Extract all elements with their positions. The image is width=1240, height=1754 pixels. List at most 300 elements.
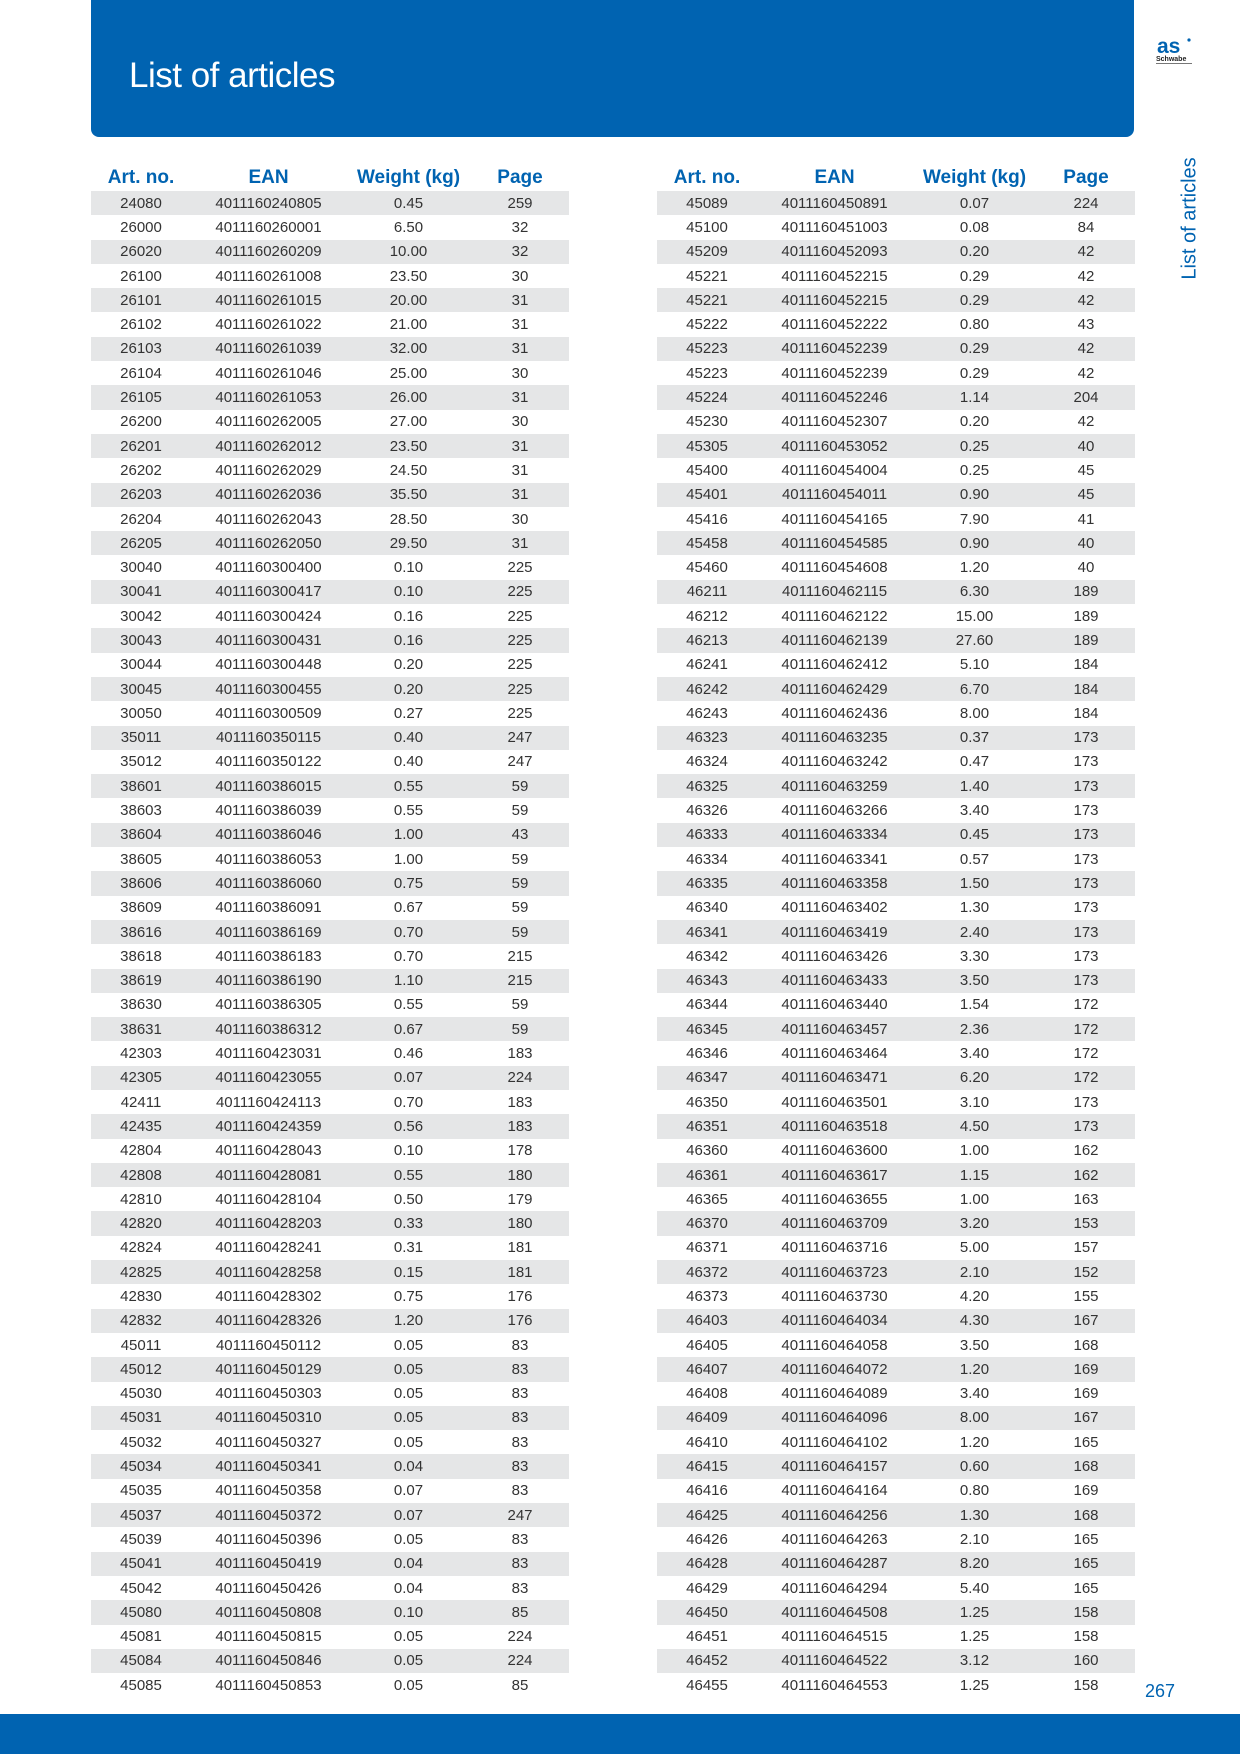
cell-page: 43 (511, 826, 529, 844)
table-row (657, 1211, 1135, 1235)
table-row (657, 531, 1135, 555)
cell-ean: 4011160450112 (215, 1336, 322, 1354)
col-header-art-no: Art. no. (673, 167, 741, 188)
cell-ean: 4011160428104 (215, 1190, 322, 1208)
cell-ean: 4011160464157 (781, 1458, 888, 1476)
table-row (657, 458, 1135, 482)
cell-art-no: 46326 (686, 802, 728, 820)
table-row (91, 507, 569, 531)
cell-page: 31 (511, 340, 529, 358)
cell-art-no: 46335 (686, 874, 728, 892)
cell-page: 189 (1073, 607, 1099, 625)
col-header-page: Page (1063, 167, 1109, 188)
cell-art-no: 46334 (686, 850, 728, 868)
cell-art-no: 24080 (120, 194, 162, 212)
table-row (91, 604, 569, 628)
cell-weight: 0.29 (959, 291, 990, 309)
table-row (91, 1406, 569, 1430)
cell-page: 247 (507, 729, 533, 747)
cell-weight: 1.00 (959, 1190, 990, 1208)
cell-ean: 4011160300400 (215, 559, 322, 577)
table-row (657, 264, 1135, 288)
cell-ean: 4011160450891 (781, 194, 888, 212)
table-row (657, 507, 1135, 531)
table-row (657, 1576, 1135, 1600)
cell-weight: 0.55 (393, 996, 424, 1014)
schwabe-logo-icon (1156, 36, 1192, 66)
table-row (657, 969, 1135, 993)
cell-ean: 4011160464072 (781, 1360, 888, 1378)
cell-page: 173 (1073, 923, 1099, 941)
cell-art-no: 46342 (686, 947, 728, 965)
cell-ean: 4011160261008 (215, 267, 322, 285)
cell-weight: 1.14 (959, 389, 990, 407)
cell-art-no: 45035 (120, 1482, 162, 1500)
cell-weight: 0.46 (393, 1045, 424, 1063)
cell-art-no: 46212 (686, 607, 728, 625)
cell-weight: 0.70 (393, 923, 424, 941)
table-row (91, 1479, 569, 1503)
cell-ean: 4011160454585 (781, 534, 888, 552)
cell-ean: 4011160462139 (781, 631, 888, 649)
table-header-left (91, 165, 569, 191)
cell-page: 178 (507, 1142, 533, 1160)
cell-ean: 4011160260209 (215, 243, 322, 261)
cell-page: 31 (511, 389, 529, 407)
cell-art-no: 26204 (120, 510, 162, 528)
brand-logo (1156, 36, 1192, 66)
cell-weight: 28.50 (389, 510, 428, 528)
cell-page: 84 (1077, 218, 1095, 236)
cell-page: 168 (1073, 1458, 1099, 1476)
cell-page: 158 (1073, 1676, 1099, 1694)
table-row (91, 628, 569, 652)
cell-page: 83 (511, 1482, 529, 1500)
table-row (657, 288, 1135, 312)
cell-art-no: 46371 (686, 1239, 728, 1257)
cell-weight: 1.20 (959, 559, 990, 577)
cell-art-no: 46450 (686, 1603, 728, 1621)
cell-art-no: 45221 (686, 267, 728, 285)
cell-art-no: 46213 (686, 631, 728, 649)
table-row (657, 677, 1135, 701)
cell-art-no: 42832 (120, 1312, 162, 1330)
cell-ean: 4011160386046 (215, 826, 322, 844)
cell-ean: 4011160386091 (215, 899, 322, 917)
cell-art-no: 46416 (686, 1482, 728, 1500)
cell-ean: 4011160450853 (215, 1676, 322, 1694)
cell-page: 204 (1073, 389, 1099, 407)
cell-ean: 4011160450358 (215, 1482, 322, 1500)
cell-page: 172 (1073, 1045, 1099, 1063)
table-row (91, 191, 569, 215)
cell-page: 157 (1073, 1239, 1099, 1257)
table-row (657, 1284, 1135, 1308)
cell-page: 43 (1077, 316, 1095, 334)
cell-art-no: 46211 (686, 583, 728, 601)
cell-weight: 4.30 (959, 1312, 990, 1330)
cell-weight: 0.60 (959, 1458, 990, 1476)
cell-ean: 4011160462436 (781, 704, 888, 722)
cell-page: 176 (507, 1288, 533, 1305)
cell-page: 165 (1073, 1530, 1099, 1548)
col-header-weight: Weight (kg) (922, 167, 1027, 188)
table-row (91, 1527, 569, 1551)
cell-ean: 4011160450341 (215, 1458, 322, 1476)
cell-weight: 0.20 (393, 656, 424, 674)
cell-weight: 24.50 (389, 461, 428, 479)
cell-ean: 4011160454608 (781, 559, 888, 577)
table-row (657, 483, 1135, 507)
cell-art-no: 38604 (120, 826, 162, 844)
cell-weight: 0.25 (959, 437, 990, 455)
cell-weight: 0.25 (959, 461, 990, 479)
cell-art-no: 35011 (120, 729, 162, 747)
side-label-text: List of articles (1178, 156, 1201, 280)
cell-ean: 4011160386183 (215, 947, 322, 965)
cell-art-no: 26100 (120, 267, 162, 285)
cell-art-no: 46410 (686, 1433, 728, 1451)
cell-page: 42 (1077, 291, 1095, 309)
header-banner (91, 0, 1134, 137)
cell-weight: 0.70 (393, 947, 424, 965)
cell-art-no: 46333 (686, 826, 728, 844)
cell-ean: 4011160463242 (781, 753, 888, 771)
cell-weight: 10.00 (389, 243, 428, 261)
cell-ean: 4011160450327 (215, 1433, 322, 1451)
table-row (91, 1309, 569, 1333)
cell-weight: 32.00 (389, 340, 428, 358)
cell-page: 180 (507, 1166, 533, 1184)
cell-ean: 4011160453052 (781, 437, 888, 455)
cell-art-no: 45209 (686, 243, 728, 261)
table-row (91, 1284, 569, 1308)
cell-ean: 4011160464553 (781, 1676, 888, 1694)
cell-ean: 4011160386305 (215, 996, 322, 1014)
cell-ean: 4011160450419 (215, 1555, 322, 1573)
table-row (657, 871, 1135, 895)
cell-ean: 4011160463235 (781, 729, 888, 747)
cell-ean: 4011160464515 (781, 1628, 888, 1646)
cell-page: 85 (511, 1676, 529, 1694)
cell-weight: 0.16 (393, 607, 424, 625)
cell-weight: 1.00 (959, 1142, 990, 1160)
table-row (91, 1430, 569, 1454)
cell-page: 169 (1073, 1385, 1099, 1403)
cell-weight: 0.90 (959, 486, 990, 504)
cell-page: 45 (1077, 461, 1095, 479)
cell-weight: 4.50 (959, 1117, 990, 1135)
table-row (91, 1600, 569, 1624)
cell-page: 224 (507, 1069, 533, 1087)
cell-art-no: 46403 (686, 1312, 728, 1330)
table-row (91, 361, 569, 385)
cell-weight: 5.40 (959, 1579, 990, 1597)
cell-ean: 4011160262005 (215, 413, 322, 431)
cell-ean: 4011160463402 (781, 899, 888, 917)
cell-weight: 0.20 (959, 413, 990, 431)
cell-ean: 4011160428043 (215, 1142, 322, 1160)
cell-art-no: 45460 (686, 559, 728, 577)
cell-page: 83 (511, 1433, 529, 1451)
cell-art-no: 45230 (686, 413, 728, 431)
cell-weight: 7.90 (959, 510, 990, 528)
cell-weight: 0.05 (393, 1385, 424, 1403)
cell-page: 173 (1073, 1093, 1099, 1111)
cell-page: 59 (511, 1020, 529, 1038)
cell-art-no: 46347 (686, 1069, 728, 1087)
cell-art-no: 38630 (120, 996, 162, 1014)
cell-weight: 0.27 (393, 704, 424, 722)
cell-page: 189 (1073, 583, 1099, 601)
cell-ean: 4011160450808 (215, 1603, 322, 1621)
cell-weight: 0.05 (393, 1676, 424, 1694)
table-row (91, 847, 569, 871)
cell-weight: 21.00 (389, 316, 428, 334)
cell-weight: 0.70 (393, 1093, 424, 1111)
cell-ean: 4011160350115 (215, 729, 322, 747)
cell-weight: 8.00 (959, 1409, 990, 1427)
cell-art-no: 35012 (120, 753, 162, 771)
table-row (91, 1236, 569, 1260)
cell-ean: 4011160463259 (781, 777, 888, 795)
cell-ean: 4011160464294 (781, 1579, 888, 1597)
table-row (91, 337, 569, 361)
cell-page: 30 (511, 413, 529, 431)
cell-weight: 0.05 (393, 1628, 424, 1646)
table-row (91, 312, 569, 336)
col-header-weight: Weight (kg) (356, 167, 461, 188)
cell-weight: 2.40 (959, 923, 990, 941)
cell-art-no: 45221 (686, 291, 728, 309)
page-number: 267 (1145, 1681, 1176, 1701)
cell-art-no: 42808 (120, 1166, 162, 1184)
cell-weight: 0.04 (393, 1579, 424, 1597)
cell-art-no: 46344 (686, 996, 728, 1014)
table-row (657, 1309, 1135, 1333)
table-row (657, 1552, 1135, 1576)
table-row (657, 337, 1135, 361)
table-row (657, 726, 1135, 750)
cell-weight: 0.05 (393, 1433, 424, 1451)
cell-weight: 5.10 (959, 656, 990, 674)
cell-ean: 4011160300455 (215, 680, 322, 698)
cell-ean: 4011160300448 (215, 656, 322, 674)
articles-table-left (91, 165, 569, 1697)
cell-ean: 4011160463457 (781, 1020, 888, 1038)
cell-ean: 4011160452093 (781, 243, 888, 261)
cell-weight: 0.45 (393, 194, 424, 212)
cell-art-no: 26103 (120, 340, 162, 358)
table-row (91, 677, 569, 701)
cell-art-no: 42305 (120, 1069, 162, 1087)
table-row (657, 1430, 1135, 1454)
table-row (91, 1625, 569, 1649)
cell-ean: 4011160300417 (215, 583, 322, 601)
cell-page: 155 (1073, 1288, 1099, 1305)
table-row (91, 264, 569, 288)
cell-ean: 4011160262012 (215, 437, 322, 455)
table-row (91, 240, 569, 264)
cell-art-no: 46415 (686, 1458, 728, 1476)
cell-art-no: 45400 (686, 461, 728, 479)
cell-weight: 27.60 (955, 631, 994, 649)
cell-weight: 0.55 (393, 802, 424, 820)
cell-ean: 4011160386169 (215, 923, 322, 941)
cell-weight: 2.36 (959, 1020, 990, 1038)
cell-page: 189 (1073, 631, 1099, 649)
table-row (657, 604, 1135, 628)
cell-weight: 0.05 (393, 1409, 424, 1427)
cell-page: 173 (1073, 874, 1099, 892)
cell-page: 59 (511, 850, 529, 868)
cell-page: 225 (507, 680, 533, 698)
table-row (91, 920, 569, 944)
cell-ean: 4011160386053 (215, 850, 322, 868)
cell-art-no: 30040 (120, 559, 162, 577)
footer-bar (0, 1714, 1240, 1754)
cell-ean: 4011160450396 (215, 1530, 322, 1548)
cell-page: 31 (511, 534, 529, 552)
cell-art-no: 38609 (120, 899, 162, 917)
cell-weight: 0.07 (959, 194, 990, 212)
cell-art-no: 46323 (686, 729, 728, 747)
cell-weight: 3.12 (959, 1652, 990, 1670)
cell-page: 169 (1073, 1360, 1099, 1378)
cell-ean: 4011160452246 (781, 389, 888, 407)
cell-weight: 6.30 (959, 583, 990, 601)
cell-ean: 4011160464263 (781, 1530, 888, 1548)
cell-art-no: 46361 (686, 1166, 728, 1184)
cell-ean: 4011160450372 (215, 1506, 322, 1524)
cell-page: 83 (511, 1336, 529, 1354)
cell-art-no: 46345 (686, 1020, 728, 1038)
cell-ean: 4011160464058 (781, 1336, 888, 1354)
cell-art-no: 46242 (686, 680, 728, 698)
cell-ean: 4011160452215 (781, 267, 888, 285)
cell-ean: 4011160260001 (215, 218, 322, 236)
cell-ean: 4011160262029 (215, 461, 322, 479)
table-row (91, 896, 569, 920)
cell-weight: 0.05 (393, 1360, 424, 1378)
cell-ean: 4011160463334 (781, 826, 888, 844)
cell-page: 153 (1073, 1215, 1099, 1233)
cell-weight: 0.07 (393, 1506, 424, 1524)
cell-ean: 4011160262036 (215, 486, 322, 504)
table-row (91, 993, 569, 1017)
cell-weight: 3.40 (959, 1045, 990, 1063)
cell-ean: 4011160240805 (215, 194, 322, 212)
cell-art-no: 42810 (120, 1190, 162, 1208)
cell-art-no: 26104 (120, 364, 162, 382)
cell-ean: 4011160261053 (215, 389, 322, 407)
cell-ean: 4011160462412 (781, 656, 888, 674)
cell-art-no: 45039 (120, 1530, 162, 1548)
table-row (657, 823, 1135, 847)
cell-ean: 4011160450426 (215, 1579, 322, 1597)
cell-weight: 0.04 (393, 1458, 424, 1476)
cell-art-no: 46325 (686, 777, 728, 795)
cell-art-no: 45037 (120, 1506, 162, 1524)
table-row (657, 774, 1135, 798)
cell-ean: 4011160454004 (781, 461, 888, 479)
cell-weight: 0.04 (393, 1555, 424, 1573)
table-row (91, 410, 569, 434)
cell-art-no: 30043 (120, 631, 162, 649)
col-header-art-no: Art. no. (107, 167, 175, 188)
cell-weight: 0.55 (393, 777, 424, 795)
cell-weight: 0.75 (393, 1288, 424, 1305)
cell-weight: 0.10 (393, 1603, 424, 1621)
cell-art-no: 45223 (686, 340, 728, 358)
table-row (657, 1600, 1135, 1624)
cell-weight: 29.50 (389, 534, 428, 552)
cell-weight: 1.25 (959, 1603, 990, 1621)
cell-page: 176 (507, 1312, 533, 1330)
table-row (91, 1454, 569, 1478)
cell-page: 158 (1073, 1628, 1099, 1646)
cell-weight: 0.56 (393, 1117, 424, 1135)
cell-weight: 0.05 (393, 1530, 424, 1548)
cell-ean: 4011160261015 (215, 291, 322, 309)
cell-page: 30 (511, 510, 529, 528)
cell-art-no: 46243 (686, 704, 728, 722)
cell-weight: 0.10 (393, 559, 424, 577)
cell-ean: 4011160463501 (781, 1093, 888, 1111)
table-row (91, 1552, 569, 1576)
cell-art-no: 46341 (686, 923, 728, 941)
cell-page: 165 (1073, 1433, 1099, 1451)
table-row (657, 361, 1135, 385)
cell-ean: 4011160463419 (781, 923, 888, 941)
cell-art-no: 45416 (686, 510, 728, 528)
cell-page: 32 (511, 218, 529, 236)
cell-weight: 1.25 (959, 1628, 990, 1646)
cell-art-no: 46350 (686, 1093, 728, 1111)
table-body-right (657, 191, 1135, 1697)
table-row (91, 1041, 569, 1065)
cell-page: 183 (507, 1117, 533, 1135)
cell-ean: 4011160450815 (215, 1628, 322, 1646)
cell-art-no: 45401 (686, 486, 728, 504)
cell-weight: 1.50 (959, 874, 990, 892)
table-row (91, 215, 569, 239)
cell-art-no: 46241 (686, 656, 728, 674)
col-header-page: Page (497, 167, 543, 188)
cell-page: 59 (511, 802, 529, 820)
cell-page: 225 (507, 559, 533, 577)
cell-ean: 4011160261046 (215, 364, 322, 382)
cell-page: 173 (1073, 729, 1099, 747)
cell-ean: 4011160463266 (781, 802, 888, 820)
table-row (91, 555, 569, 579)
table-row (91, 1017, 569, 1041)
cell-weight: 0.90 (959, 534, 990, 552)
cell-weight: 23.50 (389, 267, 428, 285)
cell-page: 215 (507, 947, 533, 965)
cell-weight: 0.57 (959, 850, 990, 868)
cell-art-no: 30050 (120, 704, 162, 722)
cell-page: 42 (1077, 364, 1095, 382)
cell-ean: 4011160463433 (781, 972, 888, 990)
cell-ean: 4011160428258 (215, 1263, 322, 1281)
cell-ean: 4011160463426 (781, 947, 888, 965)
table-row (657, 1260, 1135, 1284)
cell-page: 83 (511, 1555, 529, 1573)
cell-weight: 0.50 (393, 1190, 424, 1208)
cell-art-no: 46372 (686, 1263, 728, 1281)
cell-weight: 0.07 (393, 1069, 424, 1087)
